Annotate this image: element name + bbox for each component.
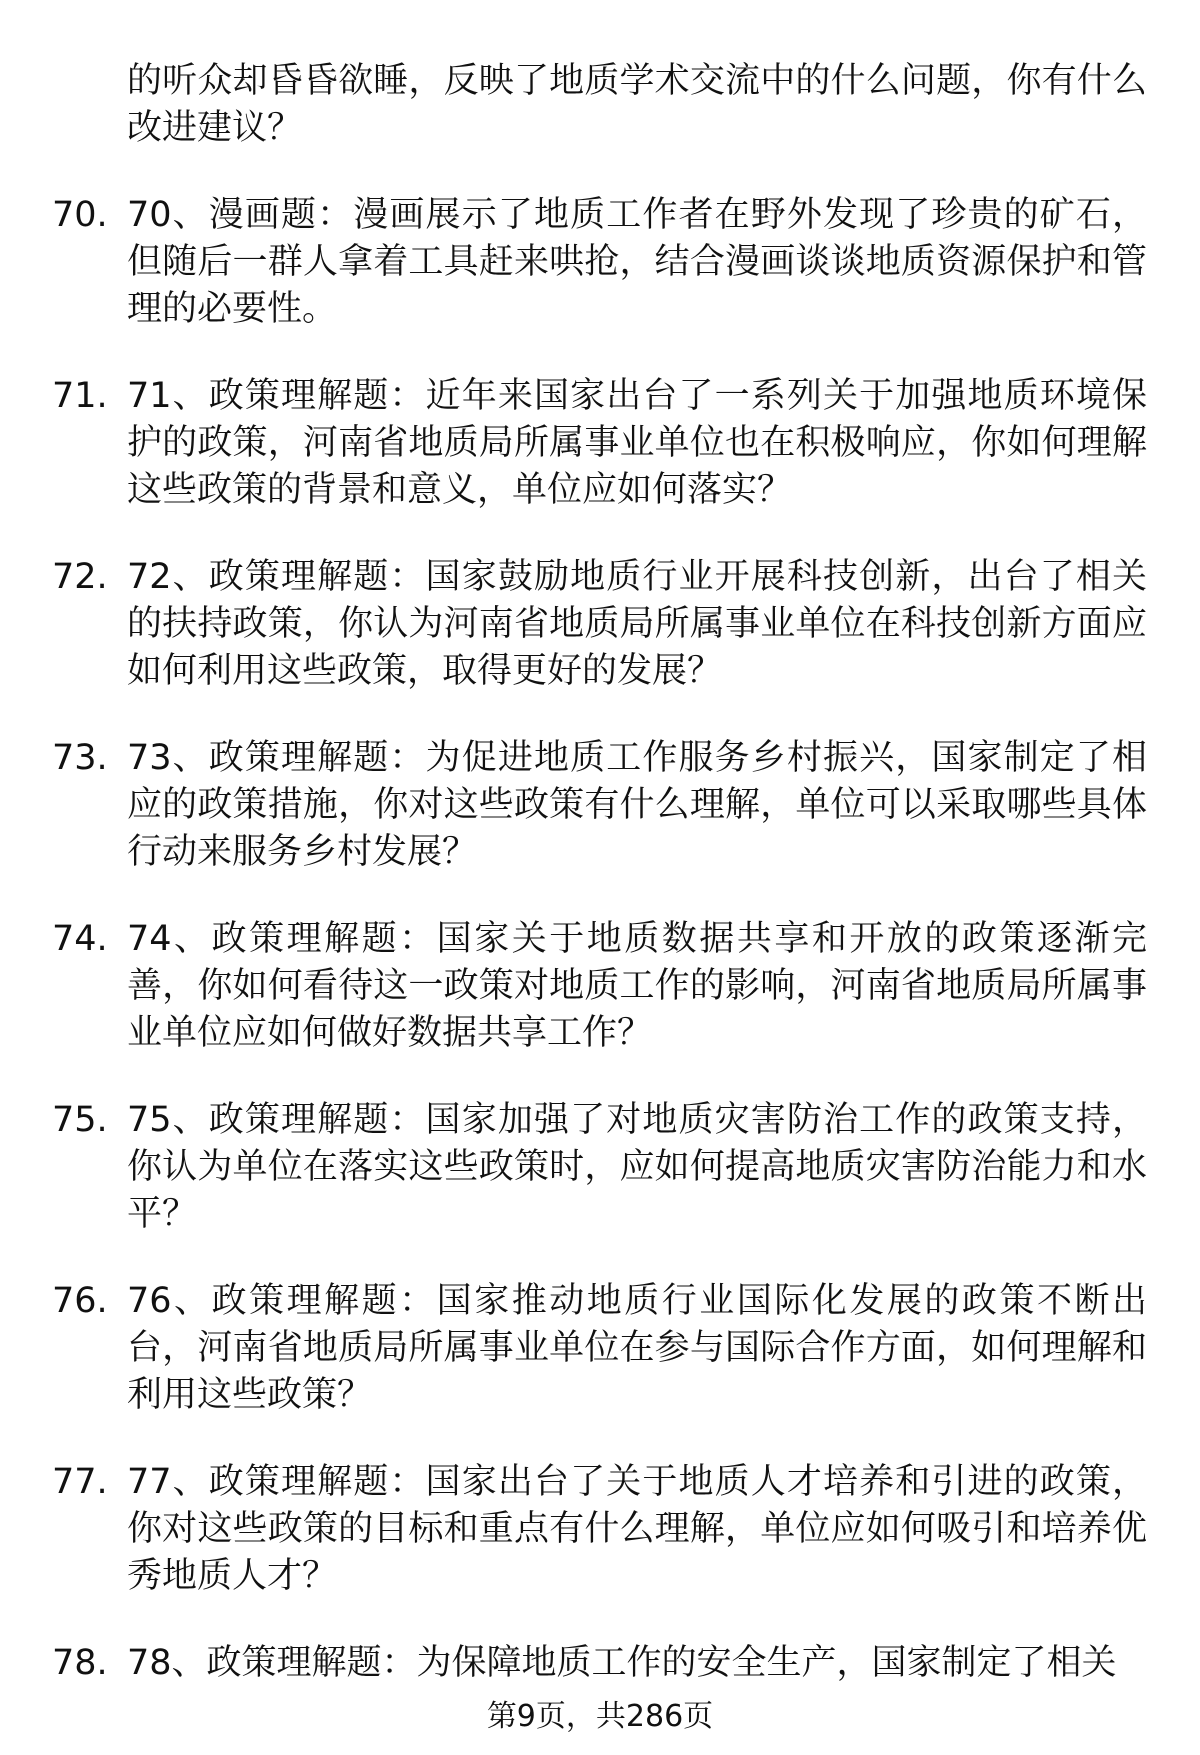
page-footer: 第9页，共286页 bbox=[486, 1699, 714, 1734]
continuation-text: 的听众却昏昏欲睡，反映了地质学术交流中的什么问题，你有什么改进建议？ bbox=[127, 61, 1147, 148]
question-item bbox=[0, 735, 1200, 876]
question-number: 72. bbox=[52, 557, 108, 597]
question-text: 78、政策理解题：为保障地质工作的安全生产，国家制定了相关 bbox=[127, 1643, 1117, 1683]
question-text: 73、政策理解题：为促进地质工作服务乡村振兴，国家制定了相应的政策措施，你对这些政策有什么理解，单位可以采取哪些具体行动来服务乡村发展？ bbox=[127, 738, 1147, 872]
question-text: 72、政策理解题：国家鼓励地质行业开展科技创新，出台了相关的扶持政策，你认为河南省地质局所属事业单位在科技创新方面应如何利用这些政策，取得更好的发展？ bbox=[127, 557, 1147, 691]
question-number: 70. bbox=[52, 195, 108, 235]
question-item bbox=[0, 916, 1200, 1057]
continuation-paragraph bbox=[0, 58, 1200, 152]
question-item bbox=[0, 373, 1200, 514]
question-number: 74. bbox=[52, 919, 108, 959]
question-number: 71. bbox=[52, 376, 108, 416]
questions-container bbox=[0, 192, 1200, 1687]
question-text: 74、政策理解题：国家关于地质数据共享和开放的政策逐渐完善，你如何看待这一政策对地质工作的影响，河南省地质局所属事业单位应如何做好数据共享工作？ bbox=[127, 919, 1147, 1053]
question-number: 76. bbox=[52, 1281, 108, 1321]
question-number: 77. bbox=[52, 1462, 108, 1502]
question-number: 75. bbox=[52, 1100, 108, 1140]
question-text: 76、政策理解题：国家推动地质行业国际化发展的政策不断出台，河南省地质局所属事业单位在参与国际合作方面，如何理解和利用这些政策？ bbox=[127, 1281, 1147, 1415]
question-text: 70、漫画题：漫画展示了地质工作者在野外发现了珍贵的矿石，但随后一群人拿着工具赶来哄抢，结合漫画谈谈地质资源保护和管理的必要性。 bbox=[127, 195, 1147, 329]
question-item bbox=[0, 1459, 1200, 1600]
question-number: 78. bbox=[52, 1643, 108, 1683]
question-item bbox=[0, 192, 1200, 333]
question-item bbox=[0, 1278, 1200, 1419]
question-item bbox=[0, 1097, 1200, 1238]
question-item bbox=[0, 554, 1200, 695]
question-item bbox=[0, 1640, 1200, 1687]
question-list bbox=[0, 58, 1200, 1727]
question-text: 71、政策理解题：近年来国家出台了一系列关于加强地质环境保护的政策，河南省地质局所属事业单位也在积极响应，你如何理解这些政策的背景和意义，单位应如何落实？ bbox=[127, 376, 1147, 510]
question-text: 75、政策理解题：国家加强了对地质灾害防治工作的政策支持，你认为单位在落实这些政策时，应如何提高地质灾害防治能力和水平？ bbox=[127, 1100, 1147, 1234]
question-number: 73. bbox=[52, 738, 108, 778]
question-text: 77、政策理解题：国家出台了关于地质人才培养和引进的政策，你对这些政策的目标和重点有什么理解，单位应如何吸引和培养优秀地质人才？ bbox=[127, 1462, 1147, 1596]
